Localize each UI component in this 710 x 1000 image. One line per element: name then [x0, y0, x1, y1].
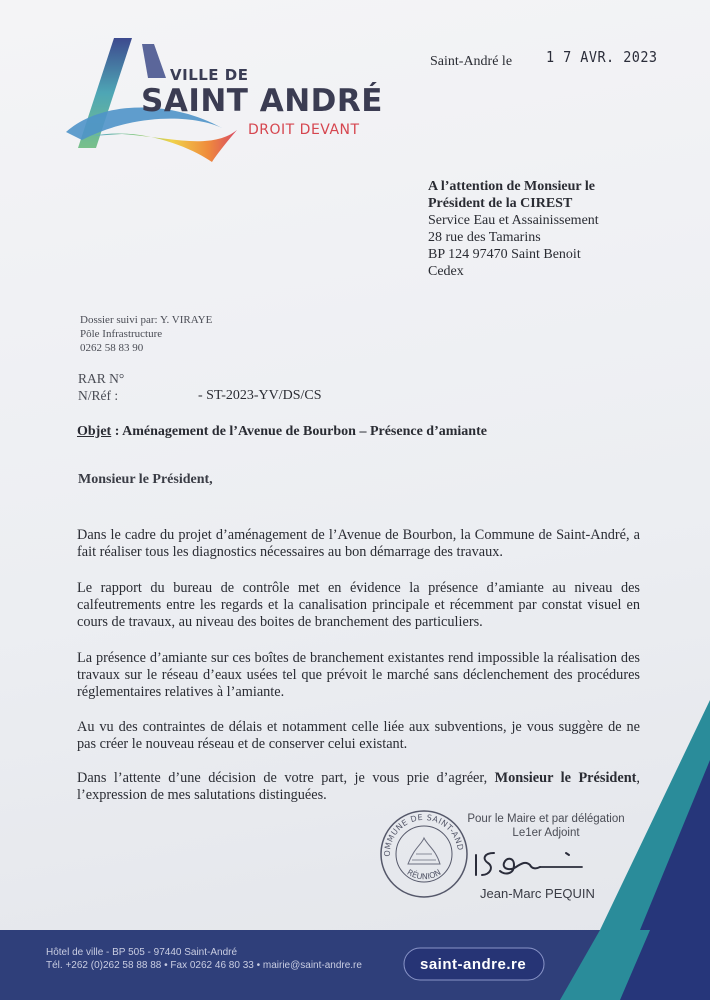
recipient-line: BP 124 97470 Saint Benoit	[428, 247, 581, 262]
subject-label: Objet	[77, 424, 112, 439]
signatory-title-line: Le1er Adjoint	[512, 827, 580, 839]
subject-text: : Aménagement de l’Avenue de Bourbon – Présence d’amiante	[111, 424, 487, 439]
footer-address-line: Tél. +262 (0)262 58 88 88 • Fax 0262 46 80 33 • mairie@saint-andre.re	[46, 960, 362, 971]
salutation: Monsieur le Président,	[78, 472, 213, 487]
recipient-line: Président de la CIREST	[428, 196, 573, 211]
closing-text-bold: Monsieur le Président	[494, 770, 637, 786]
rar-label: RAR N°	[78, 371, 125, 386]
closing-text-start: Dans l’attente d’une décision de votre part, je vous prie d’agréer,	[77, 770, 495, 786]
logo-ville-de: VILLE DE	[170, 66, 249, 84]
recipient-line: Cedex	[428, 264, 464, 279]
logo-tagline: DROIT DEVANT	[248, 122, 360, 138]
dossier-line: 0262 58 83 90	[80, 342, 144, 354]
svg-text:COMMUNE DE SAINT-ANDRÉ: OMMUNE DE SAINT-AND	[382, 812, 465, 857]
body-paragraph: Dans le cadre du projet d’aménagement de l’Avenue de Bourbon, la Commune de Saint-André, a fait réaliser tous les diagnostics nécessaires au bon démarrage des travaux.	[77, 527, 640, 560]
svg-text:RÉUNION: RÉUNION	[405, 867, 443, 882]
footer-address-line: Hôtel de ville - BP 505 - 97440 Saint-André	[46, 947, 238, 958]
closing-text-end: , l’expression de mes salutations distinguées.	[77, 770, 640, 803]
body-paragraph: Le rapport du bureau de contrôle met en évidence la présence d’amiante au niveau des calfeutrements entre les regards et la canalisation principale et récemment par constat visuel en cours de travaux, au niveau des boites de branchement des particuliers.	[77, 580, 640, 630]
recipient-line: Service Eau et Assainissement	[428, 213, 599, 228]
signatory-title-line: Pour le Maire et par délégation	[467, 813, 625, 825]
body-paragraph: Au vu des contraintes de délais et notamment celle liée aux subventions, je vous suggère de ne pas créer le nouveau réseau et de conserver celui existant.	[77, 719, 640, 752]
body-paragraph: La présence d’amiante sur ces boîtes de branchement existantes rend impossible la réalisation des travaux sur le réseau d’eaux usées tel que prévoit le marché sans déclenchement des procédures réglementaires relatives à l’amiante.	[77, 650, 640, 700]
dossier-line: Pôle Infrastructure	[80, 328, 163, 340]
footer-website-link[interactable]: saint-andre.re	[420, 956, 527, 973]
stamp-date: 1 7 AVR. 2023	[546, 48, 658, 66]
dossier-line: Dossier suivi par: Y. VIRAYE	[80, 314, 213, 326]
footer-address	[46, 946, 362, 972]
logo-saint-andre: SAINT ANDRÉ	[141, 83, 383, 119]
signatory-name: Jean-Marc PEQUIN	[480, 886, 595, 901]
nref-value: - ST-2023-YV/DS/CS	[198, 388, 322, 403]
footer-band	[0, 930, 710, 1000]
place-date: Saint-André le	[430, 54, 513, 69]
nref-label: N/Réf :	[78, 388, 119, 403]
recipient-line: 28 rue des Tamarins	[428, 230, 541, 245]
recipient-line: A l’attention de Monsieur le	[428, 179, 595, 194]
